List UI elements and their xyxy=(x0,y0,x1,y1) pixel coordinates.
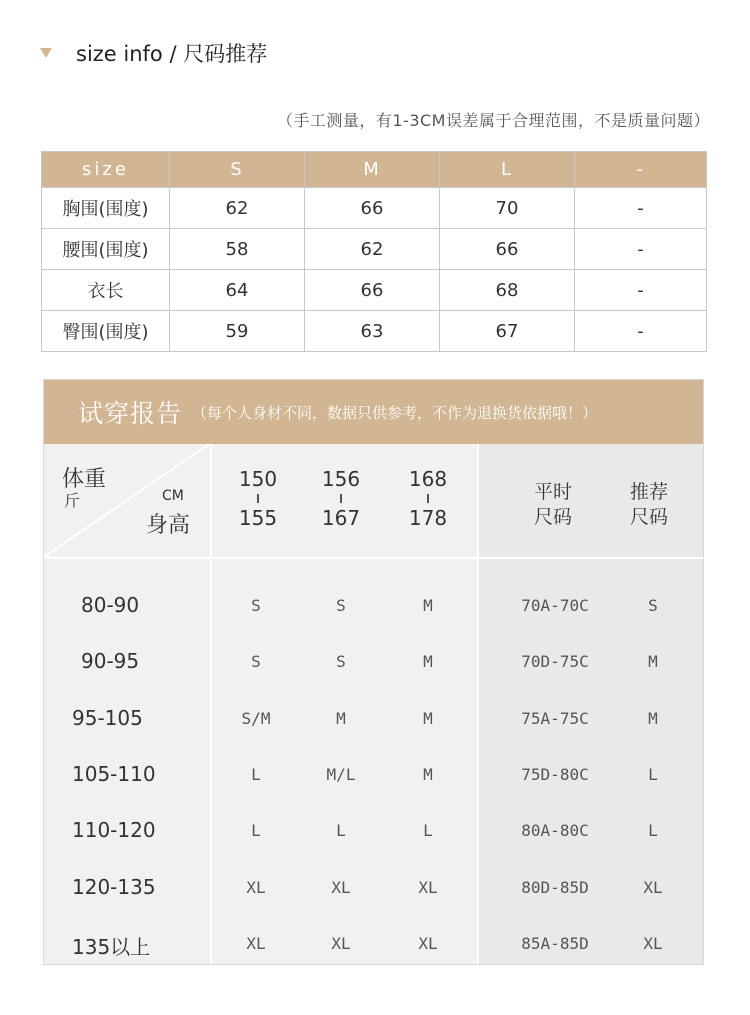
measure-label: 腰围(围度) xyxy=(42,229,170,270)
height-to: 178 xyxy=(408,506,448,530)
height-from: 156 xyxy=(321,467,361,491)
size-cell: L xyxy=(251,764,261,784)
size-cell: M xyxy=(423,596,433,615)
size-cell: L xyxy=(336,821,346,841)
measure-value: 67 xyxy=(440,311,575,352)
recommend-size-cell: M xyxy=(648,652,658,672)
size-cell: XL xyxy=(246,933,266,953)
section-heading xyxy=(40,38,267,68)
weight-range: 105-110 xyxy=(72,761,156,786)
recommend-size-cell: L xyxy=(648,764,658,784)
corner-cell xyxy=(44,444,209,557)
measure-value: 62 xyxy=(170,188,305,229)
size-table-header xyxy=(42,152,707,188)
weight-range: 135以上 xyxy=(72,934,151,959)
size-cell: XL xyxy=(331,877,351,897)
weight-range: 90-95 xyxy=(81,649,140,674)
header-cell: L xyxy=(440,152,575,188)
size-cell: L xyxy=(251,821,261,841)
measure-value: 66 xyxy=(440,229,575,270)
measure-value: 66 xyxy=(305,270,440,311)
measurement-note: （手工测量，有1-3CM误差属于合理范围，不是质量问题） xyxy=(276,111,710,130)
header-cell: size xyxy=(42,152,170,188)
measure-value: 63 xyxy=(305,311,440,352)
weight-range: 120-135 xyxy=(72,874,156,899)
size-cell: M xyxy=(423,708,433,728)
recommend-size-cell: S xyxy=(648,596,658,615)
size-table-row xyxy=(42,270,707,311)
size-cell: M xyxy=(423,652,433,672)
size-table-row xyxy=(42,311,707,352)
size-cell: XL xyxy=(246,877,266,897)
measure-label: 臀围(围度) xyxy=(42,311,170,352)
size-table-row xyxy=(42,188,707,229)
recommend-size-header: 推荐 尺码 xyxy=(629,481,668,528)
weight-range: 95-105 xyxy=(72,705,143,730)
weight-range: 110-120 xyxy=(72,818,156,843)
measure-value: 59 xyxy=(170,311,305,352)
usual-size-cell: 80D-85D xyxy=(521,877,589,897)
usual-size-cell: 70A-70C xyxy=(521,596,589,615)
size-table-row xyxy=(42,229,707,270)
measure-value: - xyxy=(575,270,707,311)
header-cell: - xyxy=(575,152,707,188)
height-range xyxy=(306,468,376,529)
size-cell: S xyxy=(336,652,346,672)
measure-value: - xyxy=(575,311,707,352)
measure-value: 70 xyxy=(440,188,575,229)
range-bar xyxy=(427,494,429,503)
recommend-size-cell: XL xyxy=(643,933,663,953)
measure-value: 66 xyxy=(305,188,440,229)
recommend-size-cell: L xyxy=(648,821,658,841)
report-header xyxy=(44,380,703,444)
measure-label: 胸围(围度) xyxy=(42,188,170,229)
height-unit: CM xyxy=(162,488,184,504)
size-cell: S xyxy=(251,652,261,672)
weight-range: 80-90 xyxy=(81,593,140,617)
height-to: 167 xyxy=(321,506,361,530)
height-from: 168 xyxy=(408,467,448,491)
size-cell: XL xyxy=(418,877,438,897)
measure-label: 衣长 xyxy=(42,270,170,311)
measure-value: 58 xyxy=(170,229,305,270)
measure-value: 68 xyxy=(440,270,575,311)
usual-size-cell: 80A-80C xyxy=(521,821,589,841)
measure-value: - xyxy=(575,229,707,270)
usual-size-cell: 85A-85D xyxy=(521,933,589,953)
recommend-size-cell: XL xyxy=(643,877,663,897)
usual-size-header: 平时 尺码 xyxy=(533,481,572,528)
size-cell: M xyxy=(423,764,433,784)
measure-value: - xyxy=(575,188,707,229)
report-title: 试穿报告 xyxy=(78,399,183,428)
section-title: size info / 尺码推荐 xyxy=(76,42,268,66)
recommend-size-cell: M xyxy=(648,708,658,728)
size-table xyxy=(41,151,707,352)
weight-unit: 斤 xyxy=(64,491,81,510)
range-bar xyxy=(257,494,259,503)
usual-size-cell: 70D-75C xyxy=(521,652,589,672)
header-cell: M xyxy=(305,152,440,188)
range-bar xyxy=(340,494,342,503)
height-range xyxy=(393,468,463,529)
size-cell: S xyxy=(336,596,346,615)
height-from: 150 xyxy=(238,467,278,491)
fitting-report xyxy=(43,379,704,965)
height-label: 身高 xyxy=(146,513,191,538)
header-divider xyxy=(44,557,703,559)
size-cell: M/L xyxy=(326,764,356,784)
usual-size-cell: 75D-80C xyxy=(521,764,589,784)
measure-value: 64 xyxy=(170,270,305,311)
height-range xyxy=(223,468,293,529)
size-cell: S/M xyxy=(241,708,271,728)
size-cell: XL xyxy=(418,933,438,953)
report-subtitle: （每个人身材不同，数据只供参考，不作为退换货依据哦！） xyxy=(192,403,598,422)
header-cell: S xyxy=(170,152,305,188)
triangle-down-icon xyxy=(40,48,52,58)
usual-size-cell: 75A-75C xyxy=(521,708,589,728)
weight-label: 体重 xyxy=(62,467,107,492)
size-cell: XL xyxy=(331,933,351,953)
size-cell: M xyxy=(336,708,346,728)
size-cell: L xyxy=(423,821,433,841)
size-cell: S xyxy=(251,596,261,615)
measure-value: 62 xyxy=(305,229,440,270)
height-to: 155 xyxy=(238,506,278,530)
